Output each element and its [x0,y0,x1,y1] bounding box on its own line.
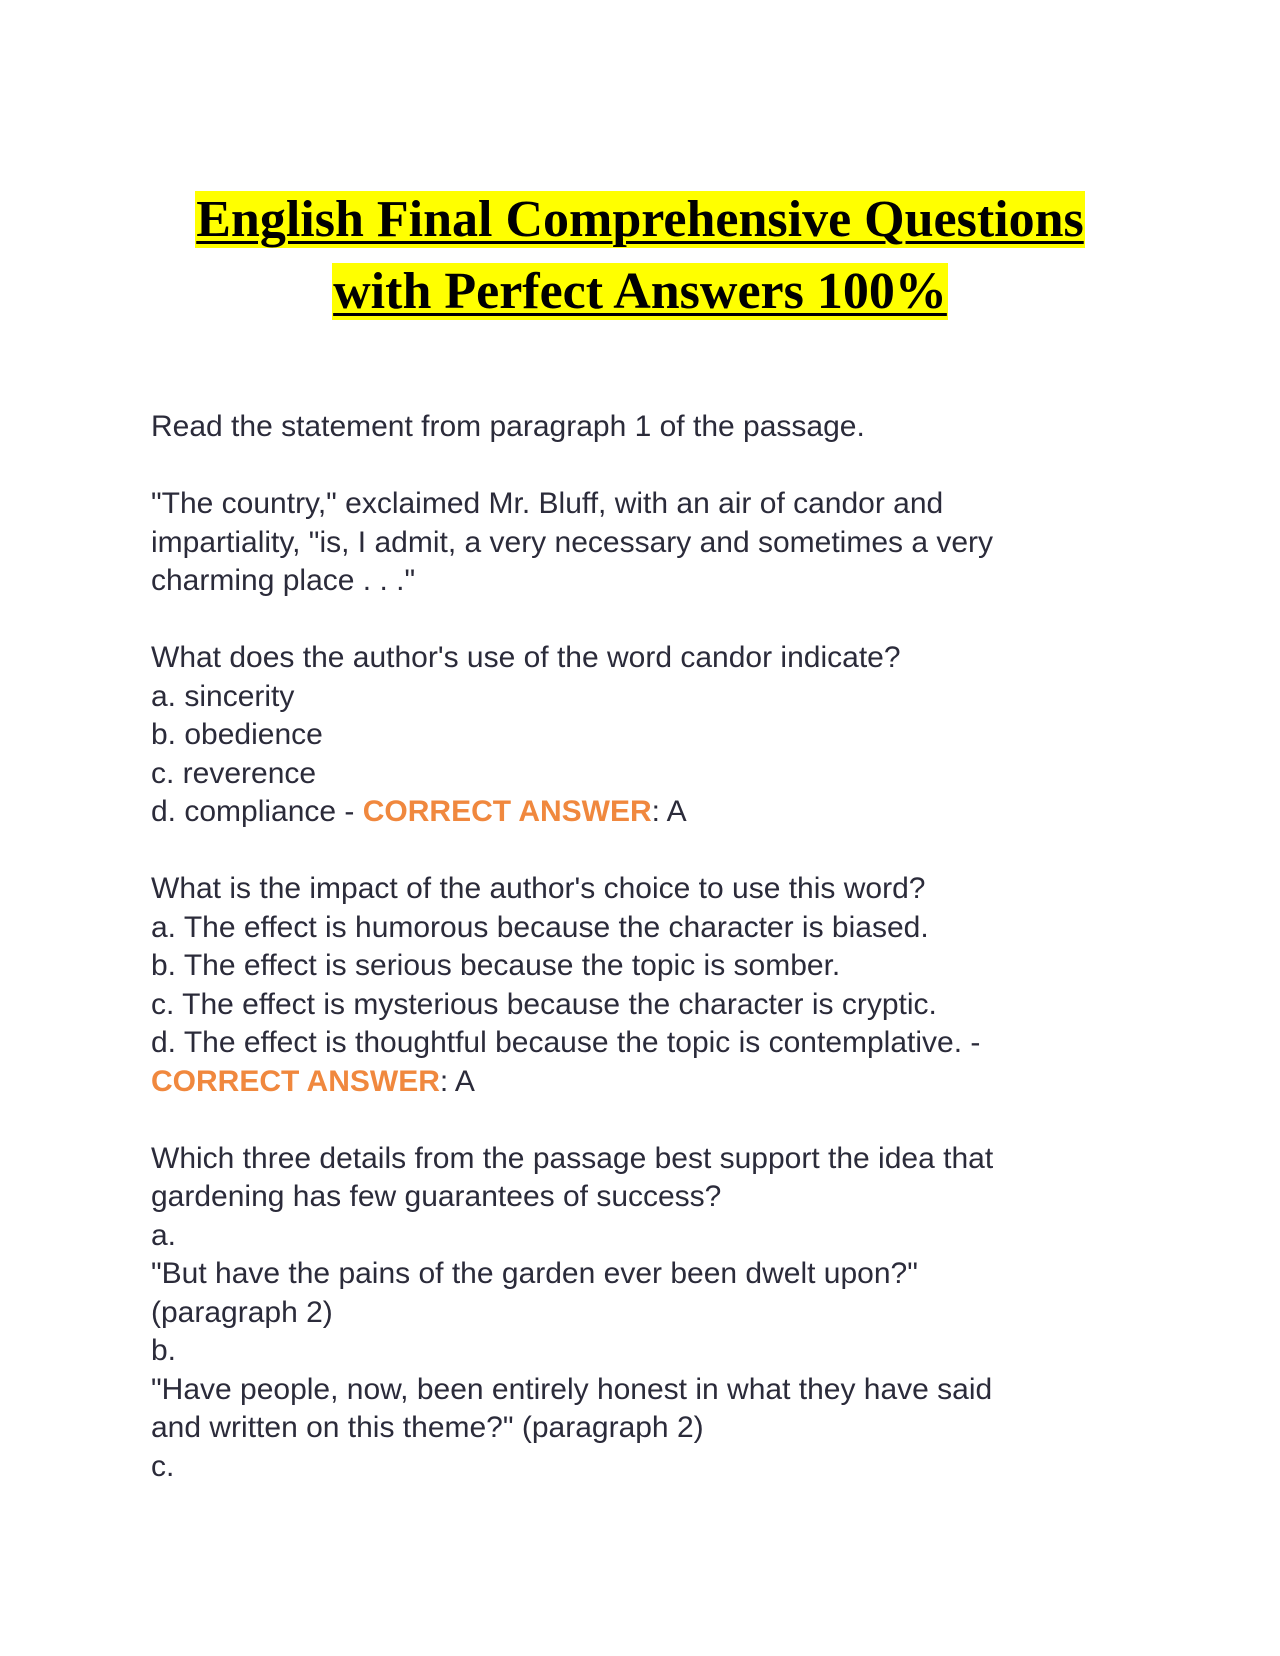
title-line-2: with Perfect Answers 100% [333,263,947,320]
q3-option-b-line-1: "Have people, now, been entirely honest in what they have said [151,1372,993,1406]
q1-quote-line-3: charming place . . ." [151,564,416,597]
q3-question-line-2: gardening has few guarantees of success? [151,1180,722,1213]
q1-intro: Read the statement from paragraph 1 of the passage. [151,410,865,443]
q3-question-line-1: Which three details from the passage best support the idea that [151,1141,994,1175]
document-body [151,408,1141,1486]
q2-correct-answer-label: CORRECT ANSWER [151,1064,440,1098]
q1-option-c: c. reverence [151,756,317,790]
q2-option-a: a. The effect is humorous because the character is biased. [151,910,929,944]
q3-option-b-label: b. [151,1334,177,1367]
blank-line [151,447,1141,486]
q1-option-d-row [151,793,1141,832]
q1-correct-answer-label: CORRECT ANSWER [362,795,652,828]
q2-answer-row [151,1063,1141,1102]
q3-option-b-line-2: and written on this theme?" (paragraph 2) [151,1411,704,1444]
q1-quote-line-1: "The country," exclaimed Mr. Bluff, with an air of candor and [151,487,944,520]
q1-option-b: b. obedience [151,718,323,751]
q3-option-a-label: a. [151,1218,177,1252]
blank-line [151,1101,1141,1140]
q1-option-a: a. sincerity [151,679,295,713]
q3-option-c-label: c. [151,1449,175,1483]
blank-line [151,601,1141,640]
q2-answer-value: : A [439,1064,475,1098]
title-line-1: English Final Comprehensive Questions [196,191,1084,248]
q1-question: What does the author's use of the word candor indicate? [151,641,901,674]
blank-line [151,832,1141,871]
q2-question: What is the impact of the author's choice to use this word? [151,872,926,905]
q2-option-d: d. The effect is thoughtful because the topic is contemplative. - [151,1026,981,1059]
q3-option-a-line-2: (paragraph 2) [151,1295,333,1329]
q1-option-d: d. compliance - [151,795,363,828]
q2-option-c: c. The effect is mysterious because the character is cryptic. [151,987,937,1021]
q2-option-b: b. The effect is serious because the topic is somber. [151,949,841,982]
q3-option-a-line-1: "But have the pains of the garden ever been dwelt upon?" [151,1257,918,1290]
q1-answer-value: : A [651,795,687,828]
document-title [0,184,1280,328]
q1-quote-line-2: impartiality, "is, I admit, a very necessary and sometimes a very [151,525,994,559]
